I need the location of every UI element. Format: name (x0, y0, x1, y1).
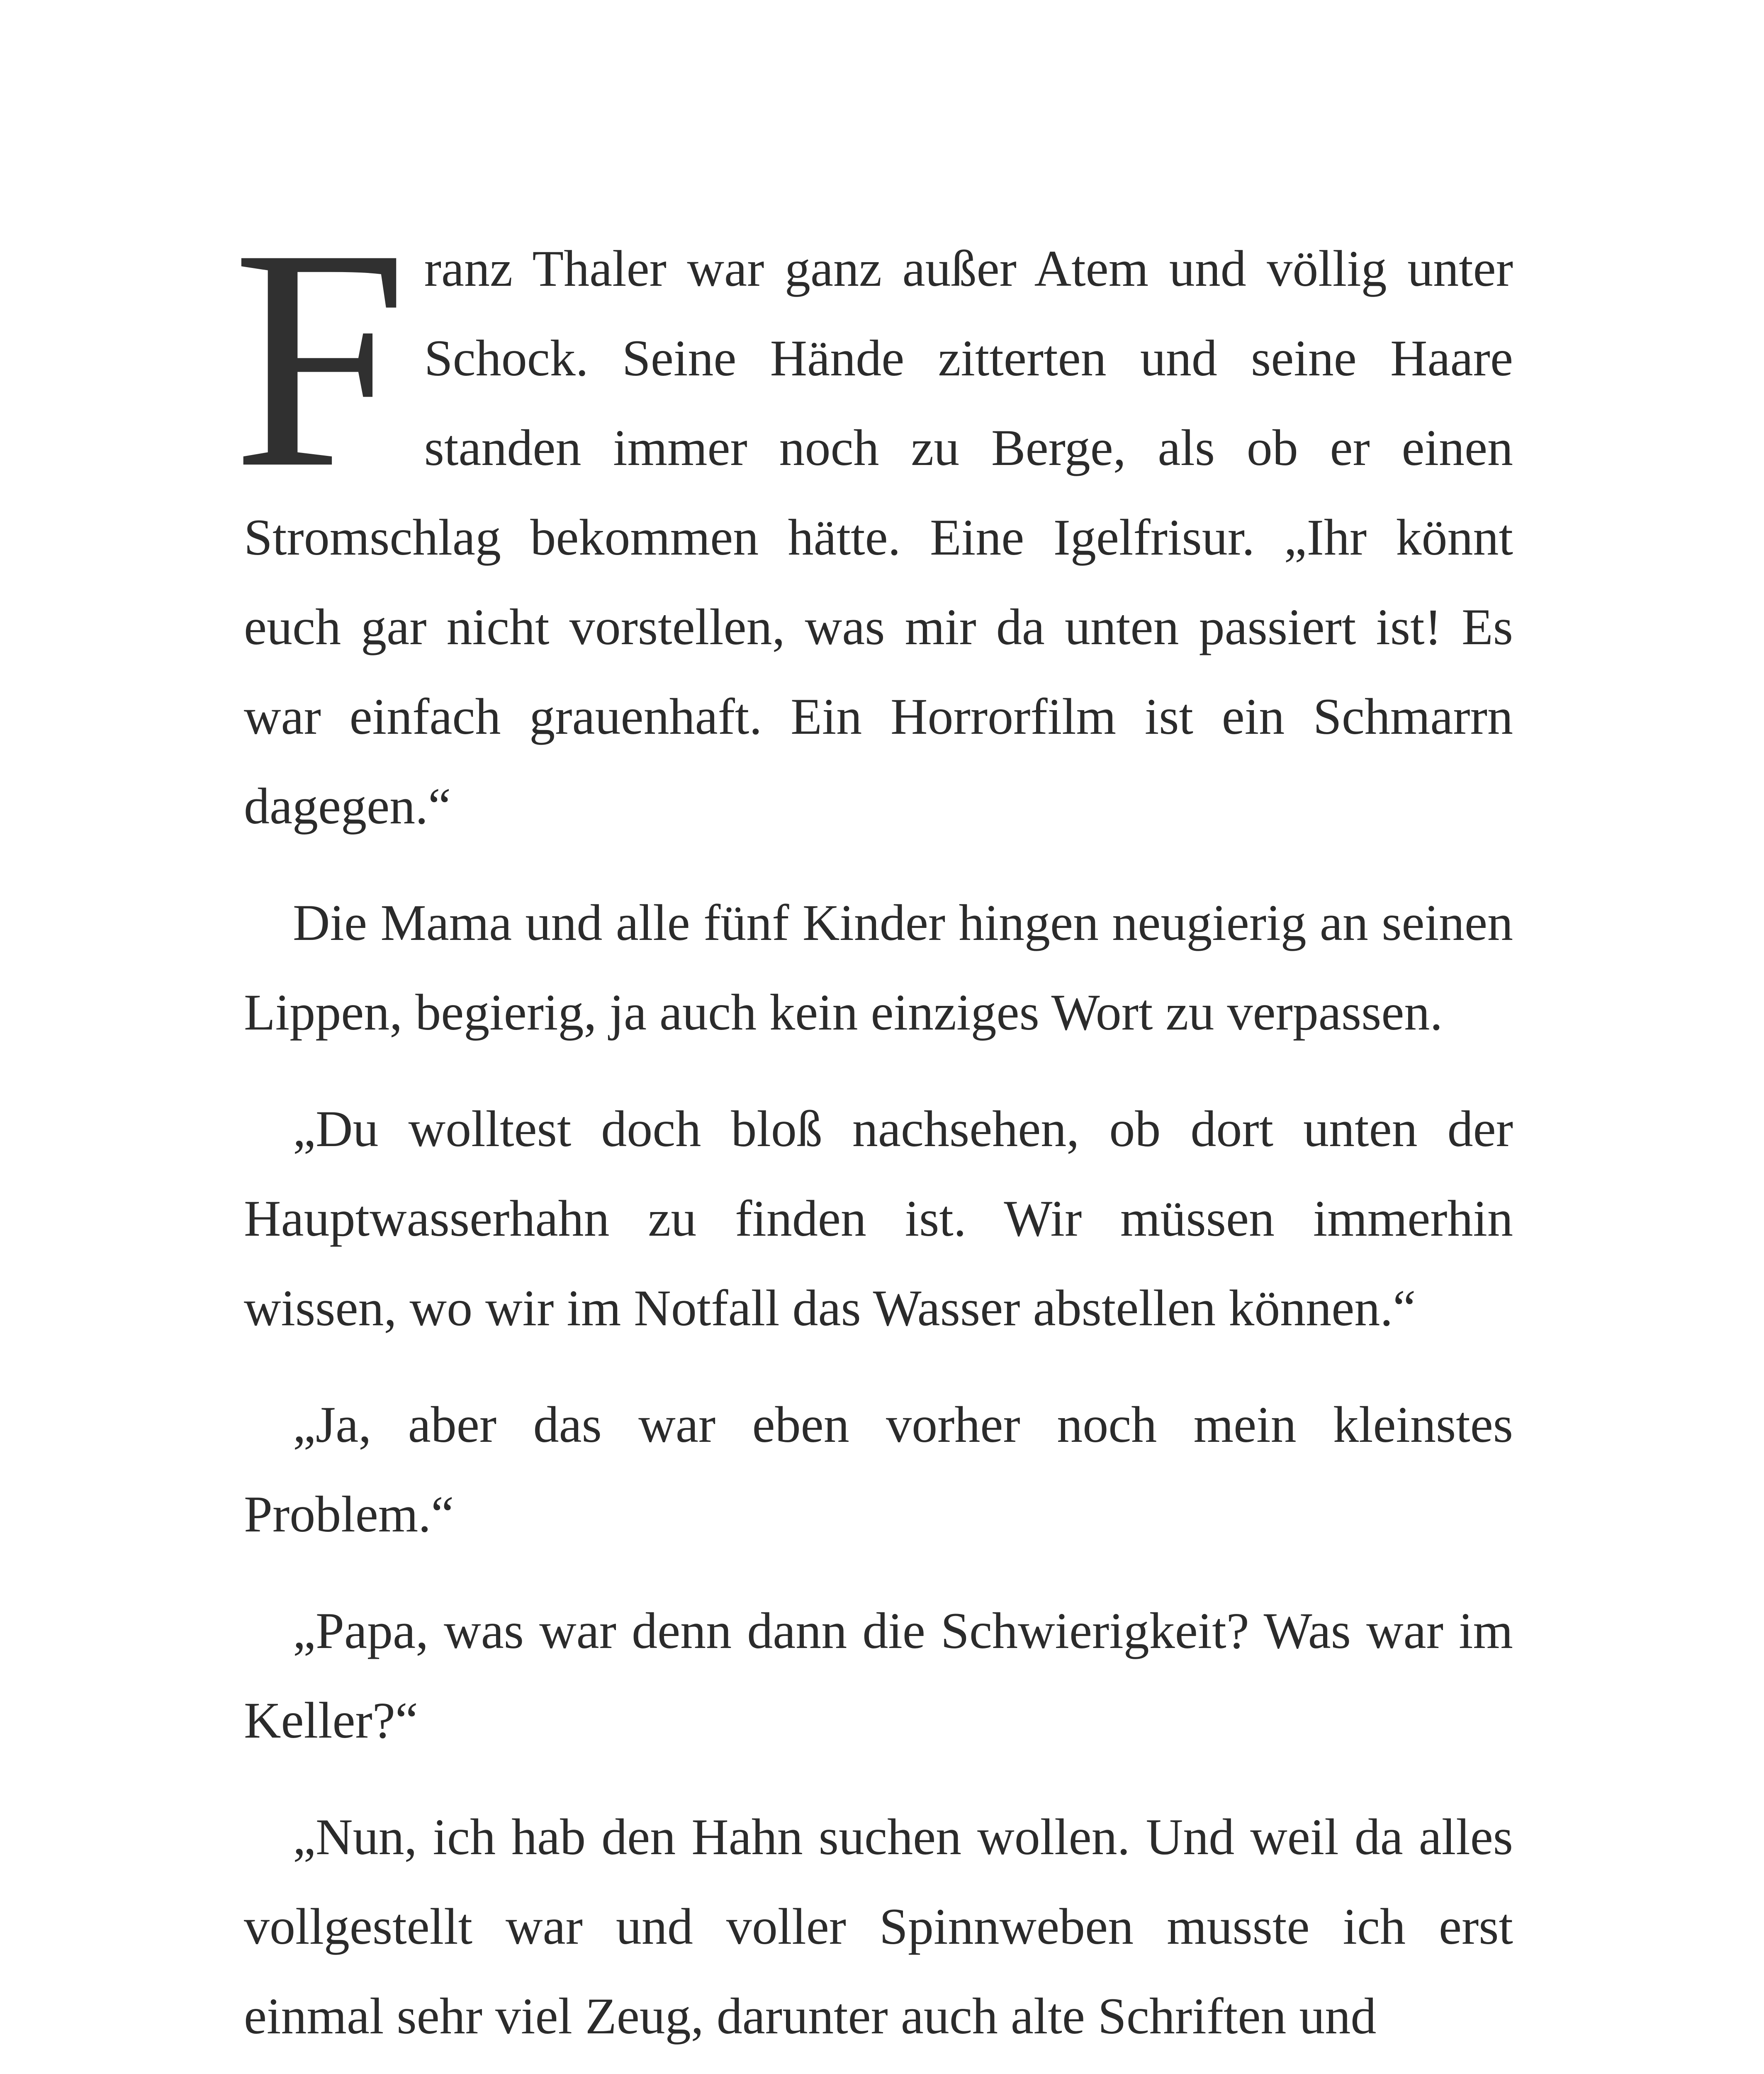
paragraph-2: Die Mama und alle fünf Kinder hingen neugierig an seinen Lippen, begierig, ja auch kein einziges Wort zu verpassen. (244, 894, 1513, 1041)
paragraph-4: „Ja, aber das war eben vorher noch mein kleinstes Problem.“ (244, 1396, 1513, 1543)
body-text (232, 184, 1513, 2074)
paragraph-6: „Nun, ich hab den Hahn suchen wollen. Und weil da alles vollgestellt war und voller Spinnweben musste ich erst einmal sehr viel Zeug, darunter auch alte Schriften und (244, 1809, 1513, 2045)
paragraph-1-text: ranz Thaler war ganz außer Atem und völlig unter Schock. Seine Hände zitterten und seine Haare standen immer noch zu Berge, als ob er einen Stromschlag bekommen hätte. Eine Igelfrisur. „Ihr könnt euch gar nicht vorstellen, was mir da unten passiert ist! Es war einfach grauenhaft. Ein Horrorfilm ist ein Schmarrn dagegen.“ (244, 240, 1513, 835)
paragraph-1 (232, 184, 1513, 851)
paragraph-5: „Papa, was war denn dann die Schwierigkeit? Was war im Keller?“ (244, 1602, 1513, 1749)
paragraph-3: „Du wolltest doch bloß nachsehen, ob dort unten der Hauptwasserhahn zu finden ist. Wir müssen immerhin wissen, wo wir im Notfall das Wasser abstellen können.“ (244, 1100, 1513, 1336)
drop-cap: F (232, 184, 408, 533)
